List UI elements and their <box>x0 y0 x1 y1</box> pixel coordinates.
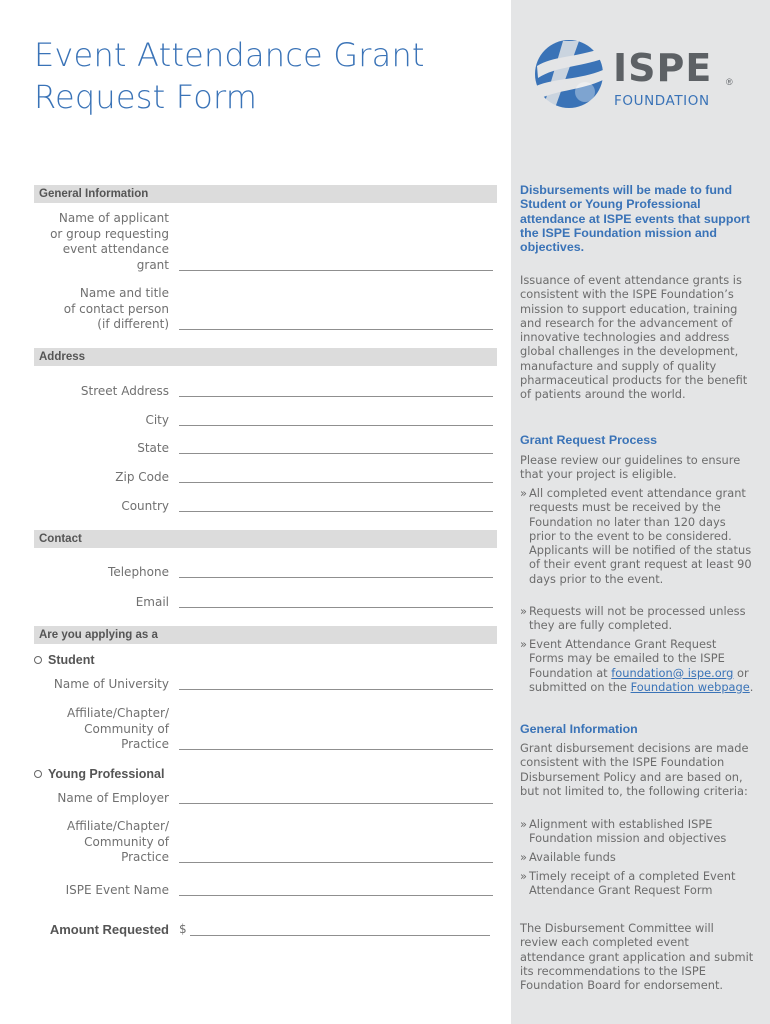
telephone-field[interactable] <box>179 577 493 578</box>
general-information-text: Grant disbursement decisions are made consistent with the ISPE Foundation Disbursement Policy and are based on, but not limited to, the following criteria: <box>520 741 749 798</box>
sidebar-intro-text: Issuance of event attendance grants is consistent with the ISPE Foundation’s mission to support education, training and research for the advancement of innovative technologies and address global challenges in the development, manufacture and supply of quality pharmaceutical products for the benefit of patients around the world. <box>520 273 748 402</box>
section-address: Address <box>34 348 497 366</box>
street-address-label: Street Address <box>80 384 169 398</box>
university-label: Name of University <box>53 677 169 691</box>
globe-logo-icon <box>533 36 609 112</box>
student-option[interactable]: Student <box>34 652 95 668</box>
young-professional-option[interactable]: Young Professional <box>34 766 164 782</box>
student-affiliate-label: Affiliate/Chapter/ Community of Practice <box>67 706 169 751</box>
yp-affiliate-label: Affiliate/Chapter/ Community of Practice <box>67 819 169 864</box>
event-name-label: ISPE Event Name <box>65 883 169 897</box>
logo-subtitle: FOUNDATION <box>614 93 710 109</box>
event-name-field[interactable] <box>179 895 493 896</box>
email-field[interactable] <box>179 607 493 608</box>
country-field[interactable] <box>179 511 493 512</box>
grant-request-process-heading: Grant Request Process <box>520 433 658 447</box>
state-field[interactable] <box>179 453 493 454</box>
amount-requested-label: Amount Requested <box>49 922 169 937</box>
criteria-bullet-1: » Alignment with established ISPE Foundation mission and objectives <box>520 817 727 846</box>
process-bullet-1: » All completed event attendance grant requests must be received by the Foundation no later than 120 days prior to the event to be considered. Applicants will be notified of the status of their event grant request at least 90 days prior to the event. <box>520 486 752 586</box>
student-radio[interactable] <box>34 656 42 664</box>
country-label: Country <box>121 499 169 513</box>
employer-field[interactable] <box>179 803 493 804</box>
yp-affiliate-field[interactable] <box>179 862 493 863</box>
student-affiliate-field[interactable] <box>179 749 493 750</box>
criteria-bullet-3: » Timely receipt of a completed Event Attendance Grant Request Form <box>520 869 736 898</box>
foundation-email-link[interactable]: foundation@ ispe.org <box>611 665 734 680</box>
sidebar-intro-bold: Disbursements will be made to fund Student or Young Professional attendance at ISPE events that support the ISPE Foundation mission and objectives. <box>520 183 750 255</box>
criteria-bullet-2: » Available funds <box>520 850 616 864</box>
dollar-sign: $ <box>179 922 187 936</box>
general-information-heading: General Information <box>520 722 638 736</box>
state-label: State <box>137 441 169 455</box>
page-title: Event Attendance Grant Request Form <box>34 36 425 116</box>
employer-label: Name of Employer <box>57 791 169 805</box>
contact-person-label: Name and title of contact person (if different) <box>63 286 169 331</box>
street-address-field[interactable] <box>179 396 493 397</box>
logo-wordmark: ISPE <box>613 46 713 90</box>
university-field[interactable] <box>179 689 493 690</box>
ispe-foundation-logo <box>533 36 743 116</box>
registered-mark: ® <box>726 77 733 87</box>
section-general-information: General Information <box>34 185 497 203</box>
process-bullet-2: » Requests will not be processed unless they are fully completed. <box>520 604 746 633</box>
telephone-label: Telephone <box>108 565 169 579</box>
amount-requested-field[interactable] <box>190 935 490 936</box>
zip-code-field[interactable] <box>179 482 493 483</box>
section-applying-as: Are you applying as a <box>34 626 497 644</box>
process-bullet-3: » Event Attendance Grant Request Forms may be emailed to the ISPE Foundation at foundation@ ispe.org or submitted on the Foundation webpage. <box>520 637 754 694</box>
contact-person-field[interactable] <box>179 329 493 330</box>
applicant-name-field[interactable] <box>179 270 493 271</box>
closing-text: The Disbursement Committee will review each completed event attendance grant application and submit its recommendations to the ISPE Foundation Board for endorsement. <box>520 921 754 993</box>
zip-code-label: Zip Code <box>115 470 169 484</box>
city-label: City <box>145 413 169 427</box>
section-contact: Contact <box>34 530 497 548</box>
email-label: Email <box>135 595 169 609</box>
applicant-name-label: Name of applicant or group requesting event attendance grant <box>50 211 169 272</box>
grant-request-process-text: Please review our guidelines to ensure that your project is eligible. <box>520 453 741 482</box>
city-field[interactable] <box>179 425 493 426</box>
foundation-webpage-link[interactable]: Foundation webpage <box>630 679 750 694</box>
young-professional-radio[interactable] <box>34 770 42 778</box>
